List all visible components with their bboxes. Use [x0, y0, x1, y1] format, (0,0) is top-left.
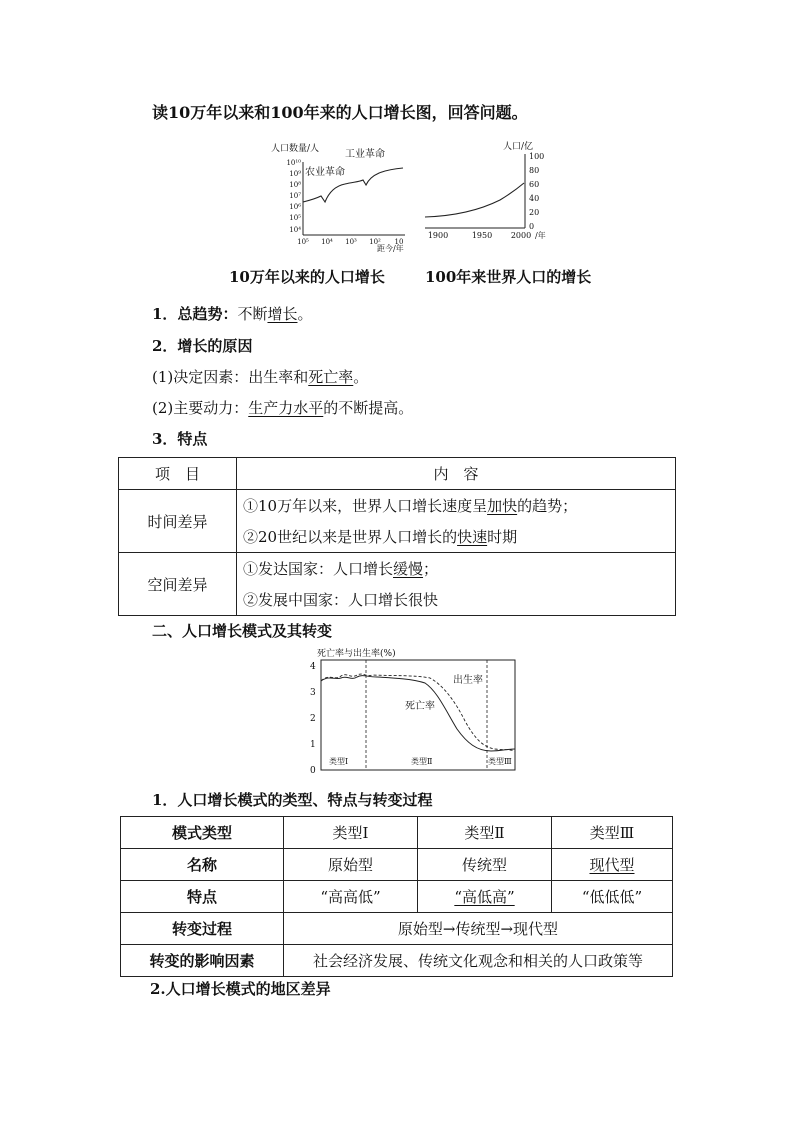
table1-time-line2-answer: 快速: [457, 528, 488, 546]
rate-chart-ylabel: 死亡率与出生率(%): [317, 649, 396, 659]
left-chart-caption: 10万年以来的人口增长: [229, 268, 385, 286]
left-ytick: 10⁸: [289, 181, 301, 189]
point-1-prefix: 不断: [237, 305, 268, 323]
left-xtick: 10⁴: [321, 238, 333, 246]
table2-name-3: 现代型: [589, 856, 635, 874]
left-xtick: 10⁵: [297, 238, 309, 246]
annotation-agricultural-revolution: 农业革命: [305, 167, 345, 178]
table1-space-line2: ②发展中国家：人口增长很快: [237, 584, 676, 616]
right-xtick: 2000: [510, 231, 532, 240]
type-3-label: 类型Ⅲ: [488, 757, 512, 766]
population-100y-chart: [420, 140, 560, 240]
point-3-heading: 3．特点: [152, 430, 208, 448]
rate-ytick: 2: [310, 714, 316, 724]
right-ytick: 60: [529, 180, 540, 189]
point-2-2-answer: 生产力水平: [248, 399, 324, 417]
table2-name-2: 传统型: [418, 849, 552, 881]
section-2-heading: 二、人口增长模式及其转变: [152, 622, 333, 640]
left-ytick: 10⁷: [289, 192, 301, 200]
table2-head-type: 模式类型: [121, 817, 284, 849]
population-curve-line: [425, 183, 524, 217]
point-1-end: 。: [297, 305, 313, 323]
death-rate-line: [321, 676, 515, 751]
birth-rate-line: [321, 674, 515, 751]
growth-model-table: [120, 816, 673, 977]
left-ytick: 10⁹: [289, 170, 301, 178]
subsection-2-heading: 2.人口增长模式的地区差异: [150, 980, 331, 998]
point-2-2-end: 的不断提高。: [323, 399, 414, 417]
table1-time-label: 时间差异: [119, 490, 237, 553]
table2-process: 原始型→传统型→现代型: [284, 913, 673, 945]
rate-ytick: 3: [310, 688, 316, 698]
point-2-2: [152, 397, 413, 418]
right-ytick: 20: [529, 208, 540, 217]
rate-ytick: 0: [310, 766, 316, 776]
right-xtick: 1950: [471, 231, 493, 240]
death-rate-label: 死亡率: [405, 701, 435, 712]
subsection-1-heading: 1．人口增长模式的类型、特点与转变过程: [152, 791, 433, 809]
table2-factors: 社会经济发展、传统文化观念和相关的人口政策等: [284, 945, 673, 977]
table2-feature-3: “低低低”: [552, 881, 673, 913]
point-2-1-answer: 死亡率: [308, 368, 354, 386]
left-ytick: 10¹⁰: [286, 159, 301, 167]
right-ytick: 80: [529, 166, 540, 175]
rate-ytick: 1: [310, 740, 316, 750]
point-2-1: [152, 366, 368, 387]
point-2-heading: 2．增长的原因: [152, 337, 253, 355]
point-2-2-prefix: (2)主要动力：: [152, 399, 249, 417]
population-100k-chart: [265, 140, 415, 252]
left-xtick: 10²: [369, 238, 381, 246]
right-ytick: 0: [529, 222, 535, 231]
table1-head-content: 内 容: [237, 458, 676, 490]
type-2-label: 类型Ⅱ: [411, 757, 433, 766]
point-2-1-prefix: (1)决定因素：出生率和: [152, 368, 309, 386]
table1-time-line1-answer: 加快: [487, 497, 518, 515]
table2-row-feature: 特点: [121, 881, 284, 913]
features-table: [118, 457, 676, 616]
table2-name-1: 原始型: [284, 849, 418, 881]
point-2-1-end: 。: [353, 368, 369, 386]
table2-type-1: 类型Ⅰ: [284, 817, 418, 849]
right-ytick: 100: [529, 152, 545, 161]
point-1-number: 1．: [152, 305, 178, 323]
table1-space-line1-answer: 缓慢: [393, 560, 424, 578]
left-xtick: 10³: [345, 238, 357, 246]
right-chart-ylabel: 人口/亿: [503, 142, 534, 152]
table2-type-3: 类型Ⅲ: [552, 817, 673, 849]
left-chart-ylabel: 人口数量/人: [271, 144, 320, 154]
right-ytick: 40: [529, 194, 540, 203]
table2-row-factors: 转变的影响因素: [121, 945, 284, 977]
right-chart-xunit: /年: [535, 231, 546, 240]
left-ytick: 10⁶: [289, 203, 301, 211]
table2-feature-2: “高低高”: [454, 888, 515, 906]
right-xtick: 1900: [427, 231, 449, 240]
table1-time-line2: ②20世纪以来是世界人口增长的快速时期: [237, 521, 676, 553]
rate-ytick: 4: [310, 662, 316, 672]
point-1: [152, 303, 313, 324]
point-1-answer: 增长: [267, 305, 298, 323]
left-ytick: 10⁴: [289, 226, 301, 234]
left-xtick: 10: [394, 238, 404, 246]
table1-time-line1: ①10万年以来，世界人口增长速度呈加快的趋势；: [237, 490, 676, 522]
table2-feature-1: “高高低”: [284, 881, 418, 913]
table2-row-name: 名称: [121, 849, 284, 881]
table2-row-process: 转变过程: [121, 913, 284, 945]
birth-rate-label: 出生率: [453, 675, 483, 686]
annotation-industrial-revolution: 工业革命: [345, 149, 385, 160]
death-birth-rate-chart: [305, 643, 525, 776]
left-ytick: 10⁵: [289, 214, 301, 222]
table2-type-2: 类型Ⅱ: [418, 817, 552, 849]
right-chart-caption: 100年来世界人口的增长: [425, 268, 592, 286]
type-1-label: 类型Ⅰ: [329, 757, 349, 766]
table1-space-line1: ①发达国家：人口增长缓慢；: [237, 553, 676, 585]
table1-space-label: 空间差异: [119, 553, 237, 616]
intro-text: 读10万年以来和100年来的人口增长图，回答问题。: [152, 103, 528, 122]
point-1-heading: 总趋势：: [177, 305, 238, 323]
table1-head-item: 项 目: [119, 458, 237, 490]
left-chart-xlabel: 距今/年: [377, 244, 404, 252]
